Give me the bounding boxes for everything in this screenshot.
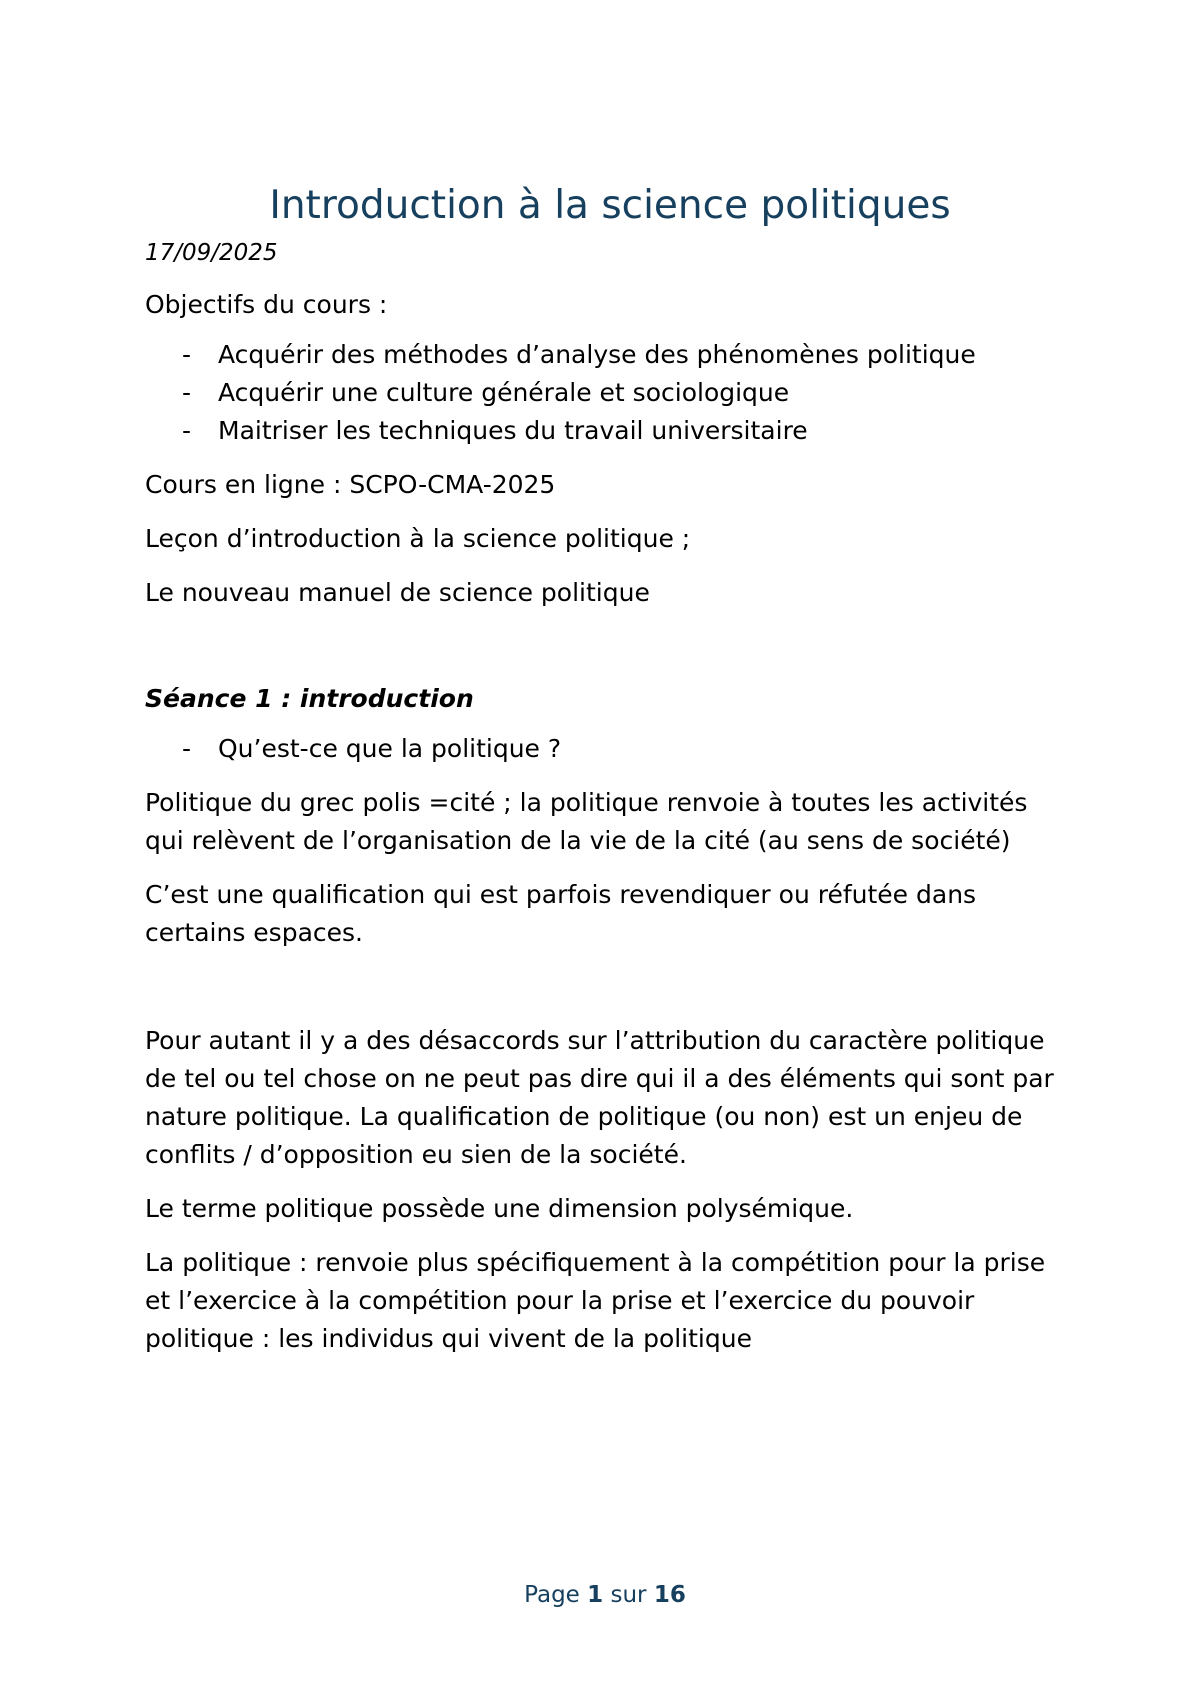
footer-current-page: 1 (587, 1582, 604, 1608)
page-footer (0, 1578, 1200, 1612)
reference-line: Le nouveau manuel de science politique (145, 578, 650, 607)
online-course-line: Cours en ligne : SCPO-CMA-2025 (145, 470, 556, 499)
footer-of-word: sur (610, 1582, 647, 1608)
blank-line (145, 952, 1065, 1006)
blank-line (145, 612, 1065, 654)
objective-item: - Maitriser les techniques du travail universitaire (145, 412, 1065, 450)
body-paragraph: Politique du grec polis =cité ; la politique renvoie à toutes les activités qui relèvent de l’organisation de la vie de la cité (au sens de société) (145, 788, 1028, 855)
body-paragraph: C’est une qualification qui est parfois revendiquer ou réfutée dans certains espaces. (145, 880, 977, 947)
section-heading: Séance 1 : introduction (145, 684, 474, 713)
body-paragraph: Le terme politique possède une dimension polysémique. (145, 1194, 854, 1223)
footer-total-pages: 16 (653, 1582, 686, 1608)
body-paragraph: La politique : renvoie plus spécifiquement à la compétition pour la prise et l’exercice à la compétition pour la prise et l’exercice du pouvoir politique : les individus qui vivent de la politique (145, 1248, 1046, 1353)
objective-item: - Acquérir une culture générale et sociologique (145, 374, 1065, 412)
reference-line: Leçon d’introduction à la science politique ; (145, 524, 691, 553)
objectives-heading: Objectifs du cours : (145, 290, 388, 319)
section-bullet-list (145, 730, 1065, 768)
objectives-list (145, 336, 1065, 450)
footer-page-word: Page (524, 1582, 580, 1608)
document-title: Introduction à la science politiques (269, 183, 951, 228)
page-content (145, 178, 1065, 1358)
objective-item: - Acquérir des méthodes d’analyse des phénomènes politique (145, 336, 1065, 374)
document-date: 17/09/2025 (145, 240, 278, 266)
section-bullet-item: - Qu’est-ce que la politique ? (145, 730, 1065, 768)
body-paragraph: Pour autant il y a des désaccords sur l’attribution du caractère politique de tel ou tel chose on ne peut pas dire qui il a des éléments qui sont par nature politique. La qualification de politique (ou non) est un enjeu de conflits / d’opposition eu sien de la société. (145, 1026, 1054, 1169)
